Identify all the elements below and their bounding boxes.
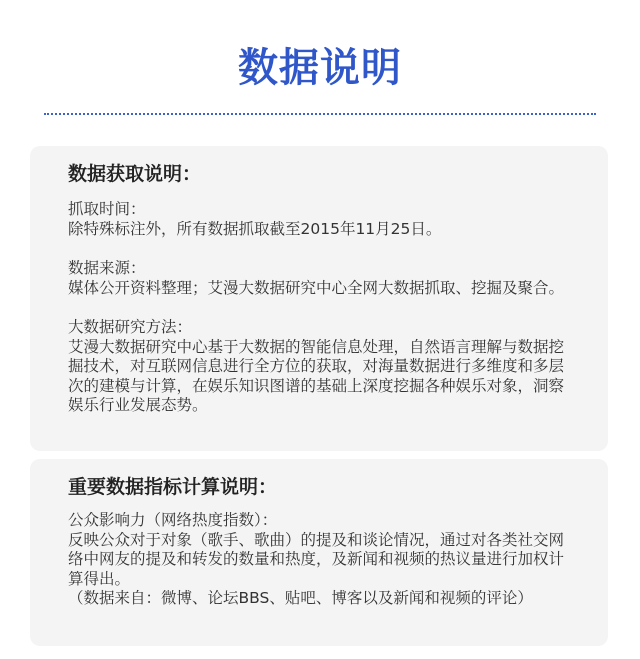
public-influence-label: 公众影响力（网络热度指数）： — [68, 511, 278, 529]
research-method-block — [68, 318, 568, 416]
title-divider — [44, 113, 596, 115]
key-metrics-heading: 重要数据指标计算说明： — [68, 476, 278, 498]
research-method-label: 大数据研究方法： — [68, 318, 193, 336]
data-acquisition-card — [30, 146, 608, 451]
crawl-time-label: 抓取时间： — [68, 200, 146, 218]
research-method-text: 艾漫大数据研究中心基于大数据的智能信息处理，自然语言理解与数据挖掘技术，对互联网信息进行全方位的获取，对海量数据进行多维度和多层次的建模与计算，在娱乐知识图谱的基础上深度挖掘各种娱乐对象，洞察娱乐行业发展态势。 — [68, 337, 565, 414]
page-title: 数据说明 — [238, 45, 402, 91]
public-influence-block — [68, 511, 568, 609]
public-influence-text: 反映公众对于对象（歌手、歌曲）的提及和谈论情况，通过对各类社交网络中网友的提及和转发的数量和热度，及新闻和视频的热议量进行加权计算得出。 — [68, 530, 565, 588]
data-source-block — [68, 259, 568, 298]
public-influence-source-note: （数据来自：微博、论坛BBS、贴吧、博客以及新闻和视频的评论） — [68, 589, 533, 607]
crawl-time-text: 除特殊标注外，所有数据抓取截至2015年11月25日。 — [68, 219, 442, 238]
data-source-label: 数据来源： — [68, 259, 146, 277]
data-acquisition-heading: 数据获取说明： — [68, 163, 202, 185]
data-source-text: 媒体公开资料整理；艾漫大数据研究中心全网大数据抓取、挖掘及聚合。 — [68, 278, 565, 297]
key-metrics-card — [30, 459, 608, 646]
crawl-time-block — [68, 200, 568, 239]
